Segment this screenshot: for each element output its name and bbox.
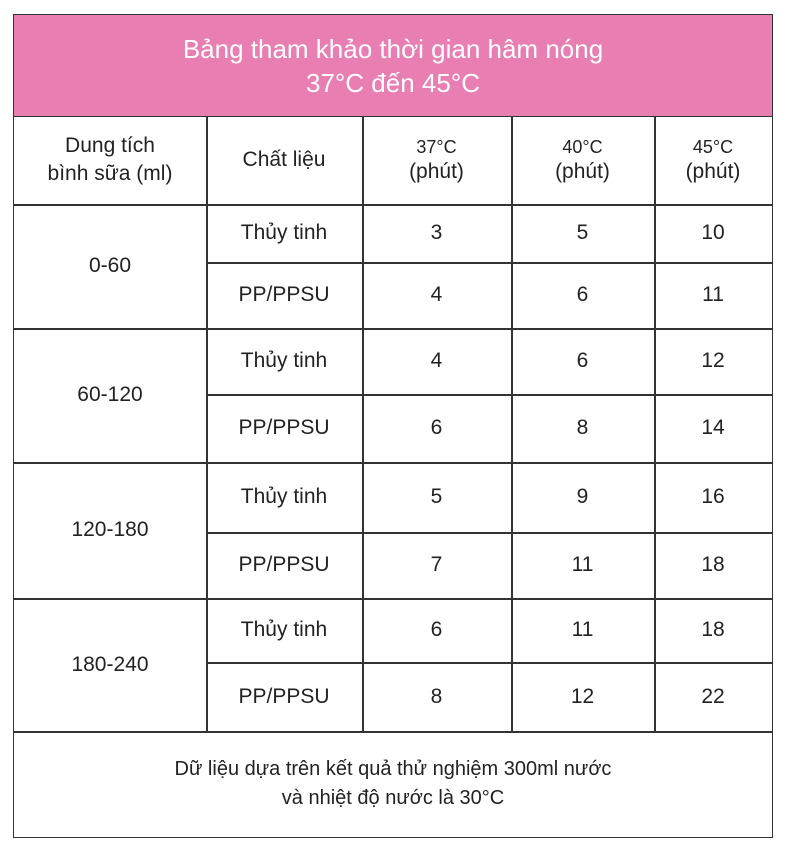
header-material	[206, 116, 362, 204]
material-cell: Thủy tinh	[240, 485, 328, 508]
column-divider	[654, 116, 656, 731]
time-37-cell: 6	[430, 618, 443, 641]
material-cell: PP/PPSU	[238, 416, 330, 439]
capacity-cell: 60-120	[77, 383, 143, 406]
header-temp-37	[362, 116, 511, 204]
header-capacity-line-2: bình sữa (ml)	[47, 162, 173, 185]
capacity-cell: 180-240	[71, 652, 149, 676]
row-divider	[14, 328, 772, 330]
header-temp-40-unit: (phút)	[555, 159, 610, 183]
time-37-cell: 8	[430, 684, 443, 708]
subrow-divider	[206, 262, 772, 264]
time-37-cell: 3	[430, 221, 443, 244]
subrow-divider	[206, 532, 772, 534]
time-40-cell: 6	[576, 349, 589, 372]
time-40-cell: 8	[576, 416, 589, 439]
header-temp-40-value: 40°C	[562, 136, 603, 157]
time-37-cell: 5	[430, 485, 443, 508]
header-temp-37-value: 37°C	[416, 136, 457, 157]
time-37-cell: 4	[430, 349, 443, 372]
time-40-cell: 11	[571, 553, 594, 576]
header-temp-37-unit: (phút)	[409, 159, 464, 183]
subrow-divider	[206, 662, 772, 664]
material-cell: PP/PPSU	[238, 553, 330, 576]
time-40-cell: 11	[571, 618, 594, 641]
time-40-cell: 5	[576, 221, 589, 244]
footer-note	[14, 731, 772, 837]
row-divider	[14, 598, 772, 600]
capacity-cell: 0-60	[88, 254, 132, 277]
column-divider	[206, 116, 208, 731]
time-45-cell: 11	[702, 283, 724, 306]
material-cell: PP/PPSU	[238, 283, 330, 306]
header-temp-45-unit: (phút)	[685, 159, 741, 183]
time-37-cell: 4	[430, 283, 443, 306]
row-divider	[14, 204, 772, 206]
header-material-label: Chất liệu	[242, 148, 326, 171]
time-45-cell: 22	[701, 684, 725, 708]
footer-line-2: và nhiệt độ nước là 30°C	[281, 787, 505, 809]
time-45-cell: 10	[701, 221, 725, 244]
material-cell: Thủy tinh	[240, 349, 328, 372]
footer-line-1: Dữ liệu dựa trên kết quả thử nghiệm 300ml nước	[174, 758, 612, 780]
time-40-cell: 12	[570, 684, 595, 708]
time-40-cell: 6	[576, 283, 589, 306]
row-divider	[14, 462, 772, 464]
header-capacity-line-1: Dung tích	[65, 134, 155, 157]
column-divider	[511, 116, 513, 731]
title-line-2: 37°C đến 45°C	[305, 67, 480, 98]
time-45-cell: 18	[701, 618, 725, 641]
time-45-cell: 12	[701, 349, 725, 372]
header-capacity	[14, 116, 206, 204]
capacity-cell: 120-180	[71, 518, 149, 541]
material-cell: Thủy tinh	[240, 618, 328, 641]
reference-table	[13, 14, 773, 838]
subrow-divider	[206, 394, 772, 396]
header-temp-45-value: 45°C	[692, 136, 734, 157]
time-37-cell: 7	[430, 553, 443, 576]
material-cell: Thủy tinh	[240, 221, 328, 244]
time-45-cell: 14	[701, 416, 725, 439]
time-45-cell: 18	[701, 553, 725, 576]
table-title	[14, 15, 772, 117]
title-line-1: Bảng tham khảo thời gian hâm nóng	[182, 33, 604, 64]
time-40-cell: 9	[576, 485, 589, 508]
header-temp-45	[654, 116, 772, 204]
time-45-cell: 16	[701, 485, 725, 508]
material-cell: PP/PPSU	[238, 684, 330, 708]
header-temp-40	[511, 116, 654, 204]
column-divider	[362, 116, 364, 731]
time-37-cell: 6	[430, 416, 443, 439]
